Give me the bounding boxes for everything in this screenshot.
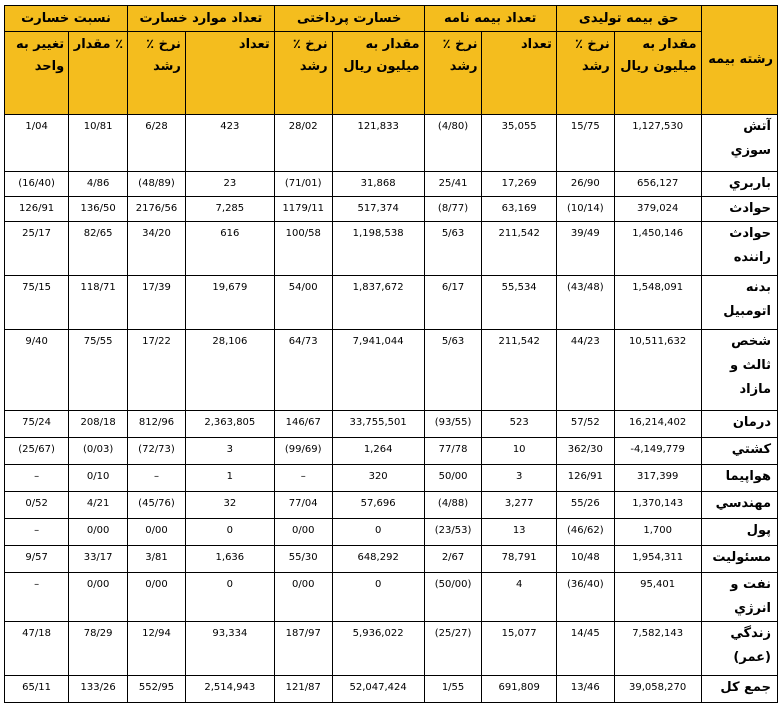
table-cell: 57/52: [556, 411, 614, 438]
table-cell: 10/48: [556, 546, 614, 573]
header-group-claim-count: تعداد موارد خسارت: [128, 6, 275, 32]
table-cell: 423: [185, 115, 274, 172]
row-field-name: هواپيما: [701, 465, 777, 492]
insurance-statistics-table: [4, 5, 778, 703]
table-cell: 0/52: [5, 492, 69, 519]
table-cell: (50/00): [424, 573, 482, 622]
header-group-policies: تعداد بیمه نامه: [424, 6, 556, 32]
table-cell: 0/00: [274, 519, 332, 546]
table-cell: 65/11: [5, 676, 69, 703]
table-cell: 187/97: [274, 622, 332, 676]
table-cell: 17,269: [482, 172, 556, 197]
table-cell: 9/40: [5, 330, 69, 411]
table-cell: (93/55): [424, 411, 482, 438]
row-field-name: مسئوليت: [701, 546, 777, 573]
table-cell: 1,837,672: [332, 276, 424, 330]
table-cell: 2,363,805: [185, 411, 274, 438]
table-cell: 82/65: [69, 222, 128, 276]
header-sub: نرخ ٪ رشد: [128, 32, 186, 115]
table-cell: 17/22: [128, 330, 186, 411]
row-field-name: نفت و انرژي: [701, 573, 777, 622]
table-cell: 55,534: [482, 276, 556, 330]
table-row: [5, 573, 778, 622]
table-row: [5, 465, 778, 492]
table-cell: 6/17: [424, 276, 482, 330]
table-cell: (25/27): [424, 622, 482, 676]
table-cell: 75/24: [5, 411, 69, 438]
table-cell: 25/41: [424, 172, 482, 197]
table-cell: 0/00: [69, 519, 128, 546]
table-cell: 55/26: [556, 492, 614, 519]
table-cell: 616: [185, 222, 274, 276]
table-cell: 523: [482, 411, 556, 438]
table-cell: 77/04: [274, 492, 332, 519]
table-cell: 50/00: [424, 465, 482, 492]
table-cell: 1,548,091: [614, 276, 701, 330]
table-row: [5, 276, 778, 330]
table-cell: 47/18: [5, 622, 69, 676]
table-cell: 0: [332, 519, 424, 546]
table-cell: 0/00: [69, 573, 128, 622]
table-cell: 3: [482, 465, 556, 492]
table-cell: 77/78: [424, 438, 482, 465]
table-cell: 1,636: [185, 546, 274, 573]
table-cell: 317,399: [614, 465, 701, 492]
table-cell: 812/96: [128, 411, 186, 438]
table-cell: 33/17: [69, 546, 128, 573]
table-row: [5, 172, 778, 197]
table-cell: (4/80): [424, 115, 482, 172]
table-cell: 23: [185, 172, 274, 197]
table-cell: 3,277: [482, 492, 556, 519]
row-field-name: پول: [701, 519, 777, 546]
table-cell: 121/87: [274, 676, 332, 703]
table-cell: 4: [482, 573, 556, 622]
table-cell: –: [5, 573, 69, 622]
table-cell: 7,582,143: [614, 622, 701, 676]
table-cell: 1,198,538: [332, 222, 424, 276]
table-row: [5, 546, 778, 573]
header-group-row: [5, 6, 778, 32]
row-field-name: باربري: [701, 172, 777, 197]
table-cell: 121,833: [332, 115, 424, 172]
table-cell: 1/55: [424, 676, 482, 703]
header-group-loss-ratio: نسبت خسارت: [5, 6, 128, 32]
table-cell: 5/63: [424, 222, 482, 276]
table-cell: –: [274, 465, 332, 492]
table-cell: 379,024: [614, 197, 701, 222]
table-cell: 1,954,311: [614, 546, 701, 573]
table-cell: 1: [185, 465, 274, 492]
table-cell: 362/30: [556, 438, 614, 465]
table-cell: 3/81: [128, 546, 186, 573]
table-cell: 28,106: [185, 330, 274, 411]
row-field-name: مهندسي: [701, 492, 777, 519]
table-cell: 100/58: [274, 222, 332, 276]
table-cell: 0/00: [274, 573, 332, 622]
table-cell: 211,542: [482, 222, 556, 276]
table-cell: 44/23: [556, 330, 614, 411]
row-field-name: شخص ثالث و مازاد: [701, 330, 777, 411]
table-cell: 34/20: [128, 222, 186, 276]
row-field-name: جمع کل: [701, 676, 777, 703]
table-cell: (4/88): [424, 492, 482, 519]
table-cell: 16,214,402: [614, 411, 701, 438]
table-cell: 19,679: [185, 276, 274, 330]
table-cell: 691,809: [482, 676, 556, 703]
table-row: [5, 519, 778, 546]
table-cell: 126/91: [5, 197, 69, 222]
row-field-name: بدنه اتومبيل: [701, 276, 777, 330]
table-cell: 17/39: [128, 276, 186, 330]
table-cell: (71/01): [274, 172, 332, 197]
table-cell: 78/29: [69, 622, 128, 676]
table-row: [5, 492, 778, 519]
table-cell: 7,941,044: [332, 330, 424, 411]
table-cell: (48/89): [128, 172, 186, 197]
table-cell: 133/26: [69, 676, 128, 703]
table-cell: 25/17: [5, 222, 69, 276]
table-cell: 5/63: [424, 330, 482, 411]
table-cell: 39/49: [556, 222, 614, 276]
table-cell: 1,700: [614, 519, 701, 546]
table-cell: 39,058,270: [614, 676, 701, 703]
table-body: [5, 115, 778, 703]
row-field-name: درمان: [701, 411, 777, 438]
header-sub: نرخ ٪ رشد: [274, 32, 332, 115]
table-cell: 0/00: [128, 573, 186, 622]
table-cell: 54/00: [274, 276, 332, 330]
table-cell: (72/73): [128, 438, 186, 465]
table-cell: 6/28: [128, 115, 186, 172]
table-cell: 14/45: [556, 622, 614, 676]
table-cell: 75/55: [69, 330, 128, 411]
table-cell: (99/69): [274, 438, 332, 465]
table-cell: 26/90: [556, 172, 614, 197]
table-cell: 13: [482, 519, 556, 546]
table-cell: 32: [185, 492, 274, 519]
table-row: [5, 622, 778, 676]
table-cell: 33,755,501: [332, 411, 424, 438]
table-cell: –: [5, 519, 69, 546]
table-cell: 0: [332, 573, 424, 622]
table-cell: 517,374: [332, 197, 424, 222]
table-cell: 0/10: [69, 465, 128, 492]
table-cell: 146/67: [274, 411, 332, 438]
table-cell: (16/40): [5, 172, 69, 197]
row-field-name: آتش سوزي: [701, 115, 777, 172]
table-cell: 52,047,424: [332, 676, 424, 703]
table-row: [5, 197, 778, 222]
table-cell: 0/00: [128, 519, 186, 546]
header-sub: نرخ ٪ رشد: [556, 32, 614, 115]
table-cell: 1,370,143: [614, 492, 701, 519]
table-cell: 95,401: [614, 573, 701, 622]
table-cell: 648,292: [332, 546, 424, 573]
header-group-claims-paid: خسارت پرداختی: [274, 6, 424, 32]
table-cell: 55/30: [274, 546, 332, 573]
table-cell: 10/81: [69, 115, 128, 172]
table-cell: 1,450,146: [614, 222, 701, 276]
table-cell: 64/73: [274, 330, 332, 411]
table-cell: (25/67): [5, 438, 69, 465]
table-cell: 2176/56: [128, 197, 186, 222]
table-cell: 1/04: [5, 115, 69, 172]
table-cell: 118/71: [69, 276, 128, 330]
table-cell: 10: [482, 438, 556, 465]
header-field: رشته بیمه: [701, 6, 777, 115]
table-cell: –: [5, 465, 69, 492]
table-cell: 0: [185, 573, 274, 622]
row-field-name: حوادث راننده: [701, 222, 777, 276]
table-cell: 208/18: [69, 411, 128, 438]
table-cell: 78,791: [482, 546, 556, 573]
table-cell: (46/62): [556, 519, 614, 546]
table-cell: (0/03): [69, 438, 128, 465]
table-cell: 7,285: [185, 197, 274, 222]
table-cell: (45/76): [128, 492, 186, 519]
header-sub: تعداد: [185, 32, 274, 115]
row-field-name: حوادث: [701, 197, 777, 222]
table-cell: 552/95: [128, 676, 186, 703]
header-sub: مقدار به میلیون ریال: [614, 32, 701, 115]
table-cell: 15/75: [556, 115, 614, 172]
header-sub: نرخ ٪ رشد: [424, 32, 482, 115]
row-field-name: زندگي (عمر): [701, 622, 777, 676]
table-cell: 93,334: [185, 622, 274, 676]
table-cell: 4,149,779-: [614, 438, 701, 465]
table-cell: 4/86: [69, 172, 128, 197]
table-cell: 136/50: [69, 197, 128, 222]
table-cell: 3: [185, 438, 274, 465]
table-cell: 35,055: [482, 115, 556, 172]
table-cell: 13/46: [556, 676, 614, 703]
header-sub: تغییر به واحد: [5, 32, 69, 115]
table-cell: 2/67: [424, 546, 482, 573]
table-cell: (8/77): [424, 197, 482, 222]
table-cell: 31,868: [332, 172, 424, 197]
table-cell: (43/48): [556, 276, 614, 330]
table-cell: 10,511,632: [614, 330, 701, 411]
table-row: [5, 115, 778, 172]
table-cell: 320: [332, 465, 424, 492]
table-cell: 12/94: [128, 622, 186, 676]
table-cell: (10/14): [556, 197, 614, 222]
row-field-name: کشتي: [701, 438, 777, 465]
table-cell: 28/02: [274, 115, 332, 172]
table-cell: 75/15: [5, 276, 69, 330]
table-cell: 15,077: [482, 622, 556, 676]
table-row: [5, 411, 778, 438]
header-sub: ٪ مقدار: [69, 32, 128, 115]
table-cell: 5,936,022: [332, 622, 424, 676]
table-cell: 1179/11: [274, 197, 332, 222]
table-cell: (23/53): [424, 519, 482, 546]
header-sub: تعداد: [482, 32, 556, 115]
header-sub: مقدار به میلیون ریال: [332, 32, 424, 115]
table-cell: (36/40): [556, 573, 614, 622]
table-cell: 656,127: [614, 172, 701, 197]
table-cell: 63,169: [482, 197, 556, 222]
table-cell: 0: [185, 519, 274, 546]
table-cell: 57,696: [332, 492, 424, 519]
table-cell: 1,264: [332, 438, 424, 465]
table-row: [5, 222, 778, 276]
table-cell: 211,542: [482, 330, 556, 411]
table-cell: 2,514,943: [185, 676, 274, 703]
table-cell: –: [128, 465, 186, 492]
table-row: [5, 330, 778, 411]
table-row: [5, 438, 778, 465]
header-sub-row: [5, 32, 778, 115]
table-row: [5, 676, 778, 703]
table-cell: 9/57: [5, 546, 69, 573]
table-cell: 4/21: [69, 492, 128, 519]
table-cell: 126/91: [556, 465, 614, 492]
table-cell: 1,127,530: [614, 115, 701, 172]
header-group-premium: حق بیمه تولیدی: [556, 6, 701, 32]
